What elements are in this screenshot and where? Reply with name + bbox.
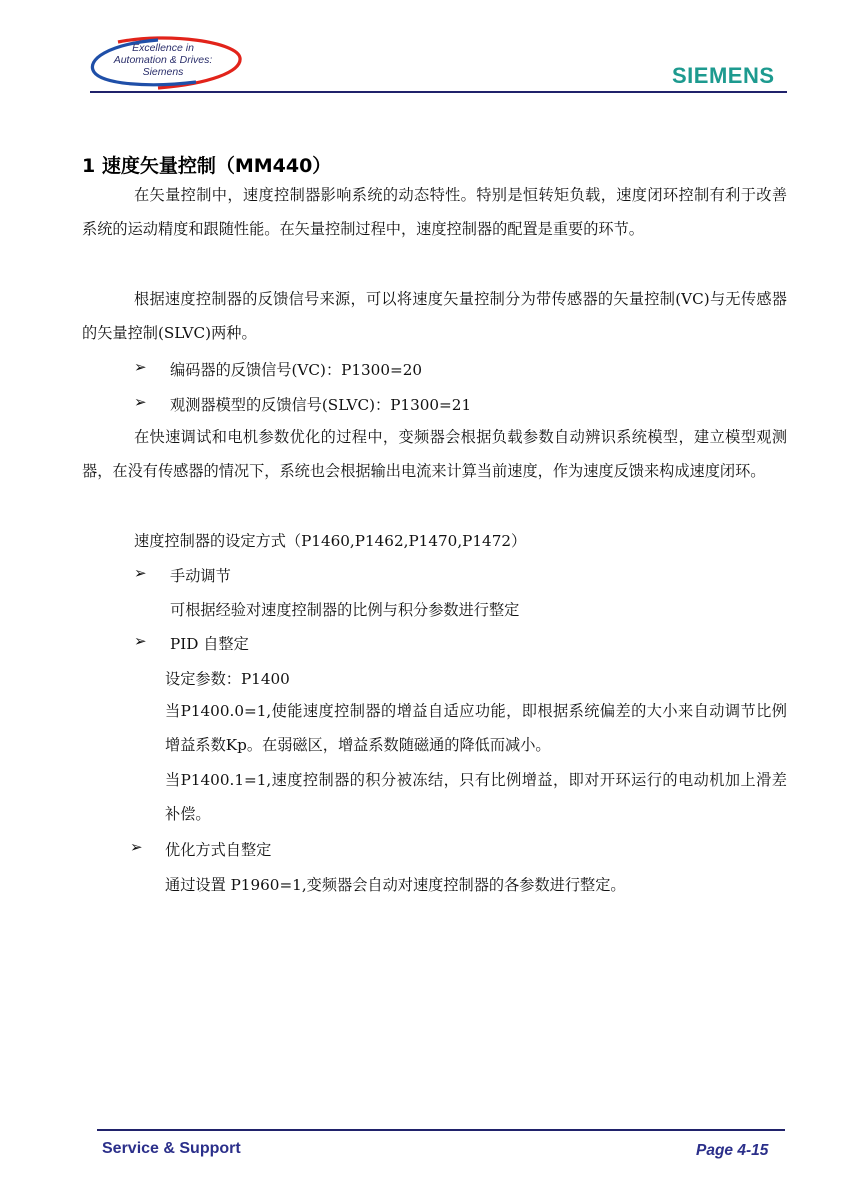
paragraph-gain-adaptation: 当P1400.0=1,使能速度控制器的增益自适应功能，即根据系统偏差的大小来自动调节比例增益系数Kp。在弱磁区，增益系数随磁通的降低而减小。 xyxy=(165,702,787,754)
bullet-arrow-icon: ➢ xyxy=(134,632,147,650)
logo-line-2: Automation & Drives: xyxy=(113,54,213,66)
bullet-arrow-icon: ➢ xyxy=(134,358,147,376)
bullet-encoder-feedback: 编码器的反馈信号(VC)：P1300=20 xyxy=(170,361,423,379)
manual-tuning-description: 可根据经验对速度控制器的比例与积分参数进行整定 xyxy=(170,601,520,619)
bullet-pid-autotune: PID 自整定 xyxy=(170,635,249,653)
bullet-optimization-autotune: 优化方式自整定 xyxy=(165,841,272,859)
footer-service-support: Service & Support xyxy=(102,1140,241,1157)
bullet-arrow-icon: ➢ xyxy=(134,564,147,582)
section-heading: 1 速度矢量控制（MM440） xyxy=(82,155,332,177)
bullet-arrow-icon: ➢ xyxy=(134,393,147,411)
bullet-observer-feedback: 观测器模型的反馈信号(SLVC)：P1300=21 xyxy=(170,396,472,414)
footer-divider xyxy=(97,1129,785,1131)
bullet-manual-tuning: 手动调节 xyxy=(170,567,231,585)
paragraph-integral-freeze: 当P1400.1=1,速度控制器的积分被冻结，只有比例增益，即对开环运行的电动机加上滑差补偿。 xyxy=(165,771,787,823)
logo-line-3: Siemens xyxy=(142,66,184,78)
paragraph-model-observer: 在快速调试和电机参数优化的过程中，变频器会根据负载参数自动辨识系统模型，建立模型观测器，在没有传感器的情况下，系统也会根据输出电流来计算当前速度，作为速度反馈来构成速度闭环。 xyxy=(82,428,787,480)
siemens-brand: SIEMENS xyxy=(672,63,775,88)
header-divider xyxy=(90,91,787,93)
paragraph-feedback-source: 根据速度控制器的反馈信号来源，可以将速度矢量控制分为带传感器的矢量控制(VC)与无传感器的矢量控制(SLVC)两种。 xyxy=(82,290,787,342)
footer-page-number: Page 4-15 xyxy=(696,1142,769,1159)
bullet-arrow-icon: ➢ xyxy=(130,838,143,856)
set-parameter-line: 设定参数：P1400 xyxy=(165,670,290,688)
excellence-logo xyxy=(88,36,246,92)
optimization-description: 通过设置 P1960=1,变频器会自动对速度控制器的各参数进行整定。 xyxy=(165,876,626,894)
setting-methods-line: 速度控制器的设定方式（P1460,P1462,P1470,P1472） xyxy=(134,532,527,550)
paragraph-vector-control: 在矢量控制中，速度控制器影响系统的动态特性。特别是恒转矩负载，速度闭环控制有利于改善系统的运动精度和跟随性能。在矢量控制过程中，速度控制器的配置是重要的环节。 xyxy=(82,186,787,238)
logo-line-1: Excellence in xyxy=(132,42,194,54)
